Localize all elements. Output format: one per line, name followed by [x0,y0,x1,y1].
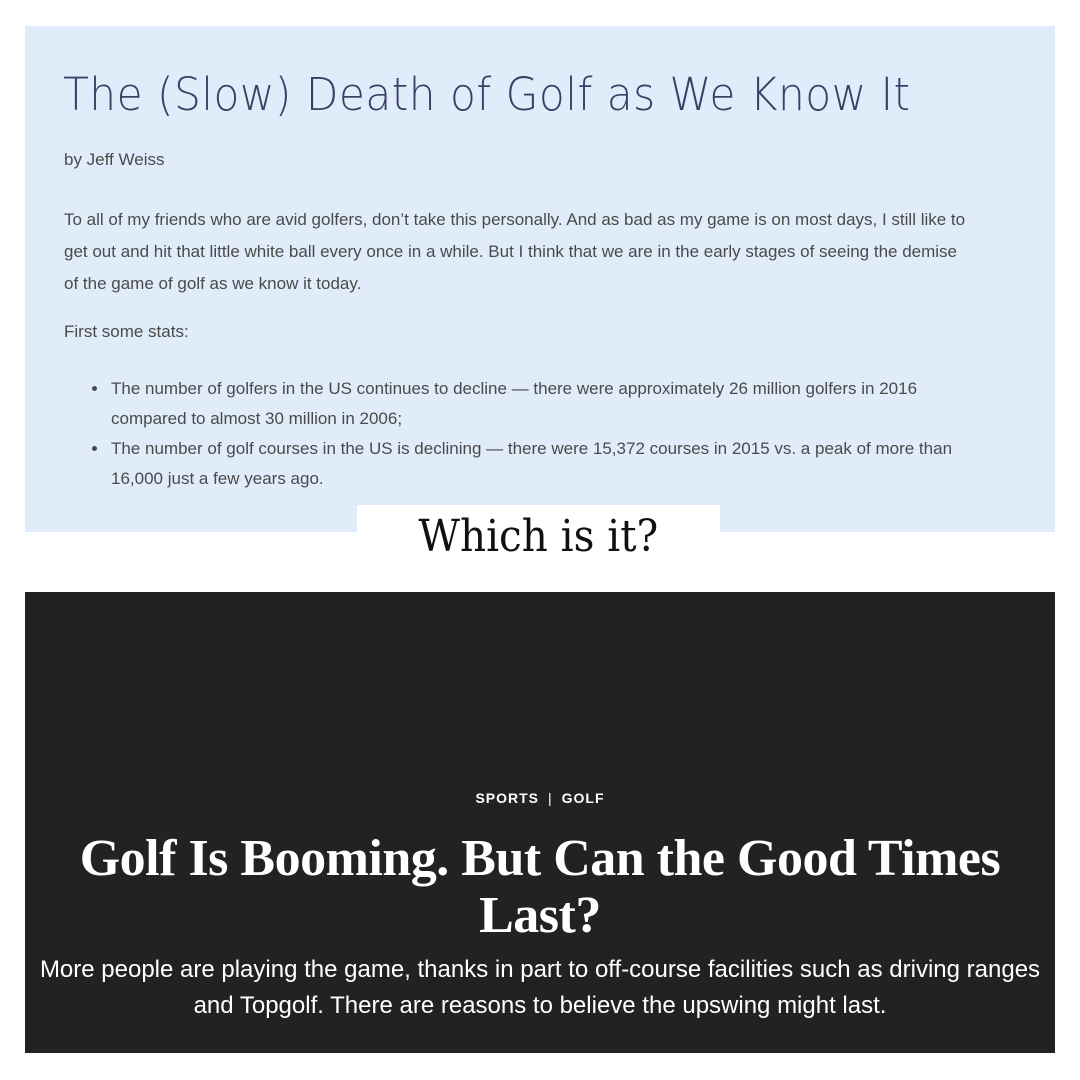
question-caption-box [357,505,720,575]
article-byline: by Jeff Weiss [64,150,165,169]
headline-line-1: Golf Is Booming. But Can the Good Times [79,830,1001,887]
article-intro-paragraph: To all of my friends who are avid golfers, don’t take this personally. And as bad as my game is on most days, I still like to get out and hit that little white ball every once in a while. But I think that we are in the early stages of seeing the demise of the game of golf as we know it today. [64,210,966,293]
section-label-sports[interactable]: SPORTS [475,790,540,806]
headline-line-2: Last? [479,887,601,944]
blog-article-panel [25,26,1055,532]
article-title: The (Slow) Death of Golf as We Know It [63,68,911,121]
stats-lead-text: First some stats: [64,322,189,341]
list-item: • The number of golfers in the US continues to decline — there were approximately 26 million golfers in 2016 compared to almost 30 million in 2006; [109,374,989,434]
article-dek: More people are playing the game, thanks in part to off-course facilities such as driving ranges and Topgolf. There are reasons to believe the upswing might last. [39,956,1041,1019]
question-caption: Which is it? [418,511,659,562]
section-breadcrumb [25,790,1055,806]
list-item: • The number of golf courses in the US is declining — there were 15,372 courses in 2015 vs. a peak of more than 16,000 just a few years ago. [109,434,989,494]
news-article-panel [25,592,1055,1053]
article-headline [25,830,1055,944]
section-label-golf[interactable]: GOLF [561,790,605,806]
section-separator: | [548,790,553,806]
stats-list [87,374,989,494]
